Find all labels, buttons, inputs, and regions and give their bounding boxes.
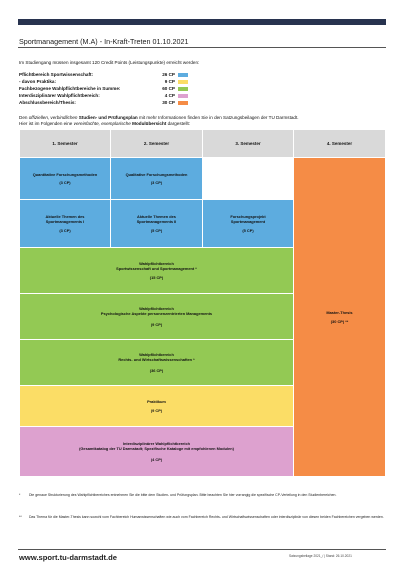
module-wahlpflicht-recht-wirtschaft <box>20 340 293 385</box>
module-aktuelle-themen-2 <box>111 200 202 247</box>
module-name: Quantitative Forschungsmethoden <box>32 171 98 177</box>
credit-value: 4 CP <box>164 93 175 98</box>
credit-label: Pflichtbereich Sportwissenschaft: <box>19 72 94 77</box>
desc-text: Den <box>19 115 29 120</box>
module-name: Master-Thesis <box>326 309 353 315</box>
footnote-text: Die genaue Strukturierung des Wahlpflichtbereiches entnehmen Sie die bitte dem Studien- und Prüfungsplan. Bitte beachten Sie hier vorrangig die spezifische CP-Verteilung in den Studienbereichen. <box>29 493 337 497</box>
credit-row-interdisziplinaer <box>19 93 199 100</box>
color-swatch-pink <box>178 94 188 98</box>
credit-row-pflicht <box>19 72 199 79</box>
module-subtitle: (Gesamtkatalog der TU Darmstadt; Spezifische Kataloge mit empfohlenen Modulen) <box>79 446 234 452</box>
module-wahlpflicht-psychologie <box>20 294 293 339</box>
color-swatch-green <box>178 87 188 91</box>
footnote-1 <box>19 493 385 498</box>
credit-value: 26 CP <box>162 72 175 77</box>
module-interdisziplinaer <box>20 427 293 476</box>
desc-bold: Modulübersicht <box>132 121 167 126</box>
module-cp: (15 CP) <box>149 274 164 280</box>
desc-text: dargestellt: <box>166 121 191 126</box>
footer-url-link[interactable]: www.sport.tu-darmstadt.de <box>19 553 118 562</box>
module-cp: (3 CP) <box>59 227 71 233</box>
footer-meta: Satzungsbeilage 2021_/ | Stand: 26.10.2021 <box>289 554 352 558</box>
module-wahlpflicht-sportwissenschaft <box>20 248 293 293</box>
credit-row-praktika <box>19 79 199 86</box>
module-cp: (5 CP) <box>242 227 254 233</box>
credit-label: Abschlussbereich/Thesis: <box>19 100 76 105</box>
module-name: Wahlpflichtbereich <box>139 260 174 266</box>
credit-value: 60 CP <box>162 86 175 91</box>
module-cp: (30 CP) ** <box>330 318 349 324</box>
credit-row-thesis <box>19 100 199 107</box>
semester-header-3: 3. Semester <box>203 130 293 157</box>
footer-divider <box>18 549 386 550</box>
module-subtitle: Psychologische Aspekte personenzentrierten Managements <box>100 311 213 317</box>
desc-bold: Studien- und Prüfungsplan <box>78 115 138 120</box>
module-qualitative-forschungsmethoden <box>111 158 202 199</box>
footnote-marker: ** <box>19 515 22 519</box>
module-cp: (3 CP) <box>150 179 163 185</box>
credit-row-wahlpflicht <box>19 86 199 93</box>
desc-text: Hier ist im Folgenden eine <box>19 121 74 126</box>
page-title: Sportmanagement (M.A) - In-Kraft-Treten 01.10.2021 <box>19 37 189 46</box>
top-banner-bar <box>18 19 386 25</box>
credit-label: Interdisziplinärer Wahlpflichtbereich: <box>19 93 100 98</box>
color-swatch-orange <box>178 101 188 105</box>
desc-italic: offiziellen, verbindlichen <box>28 115 78 120</box>
color-swatch-blue <box>178 73 188 77</box>
module-name: Praktikum <box>147 398 166 404</box>
module-cp: (36 CP) <box>149 367 164 373</box>
intro-text: Im Studiengang müssen insgesamt 120 Credit Points (Leistungspunkte) erreicht werden: <box>19 60 200 65</box>
module-forschungsprojekt <box>203 200 293 247</box>
module-cp: (3 CP) <box>59 179 71 185</box>
module-quantitative-forschungsmethoden <box>20 158 110 199</box>
credit-value: 9 CP <box>164 79 175 84</box>
module-subtitle: Sportwissenschaft und Sportmanagement * <box>116 266 197 272</box>
module-cp: (9 CP) <box>150 321 163 327</box>
footnote-2 <box>19 515 385 520</box>
module-subtitle: Rechts- und Wirtschaftswissenschaften * <box>118 357 195 363</box>
module-name: Qualitative Forschungsmethoden <box>125 171 188 177</box>
credit-label: - davon Praktika: <box>19 79 57 84</box>
title-divider <box>18 47 386 48</box>
module-name: Aktuelle Themen des Sportmanagements II <box>136 213 177 225</box>
footnote-marker: * <box>19 493 21 497</box>
color-swatch-yellow <box>178 80 188 84</box>
module-name: Wahlpflichtbereich <box>139 305 174 311</box>
module-name: Wahlpflichtbereich <box>139 351 174 357</box>
description-text <box>19 115 389 127</box>
desc-text: mit mehr Informationen finden Sie in den Satzungsbeilagen der TU Darmstadt. <box>137 115 299 120</box>
module-cp: (4 CP) <box>150 456 163 462</box>
credit-label: Fachbezogene Wahlpflichtbereiche in Summe: <box>19 86 121 91</box>
desc-italic: vereinfachte, exemplarische <box>73 121 131 126</box>
module-master-thesis <box>294 158 385 476</box>
module-name: Aktuelle Themen des Sportmanagements I <box>45 213 85 225</box>
module-cp: (9 CP) <box>150 407 163 413</box>
credit-value: 30 CP <box>162 100 175 105</box>
semester-header-2: 2. Semester <box>111 130 202 157</box>
module-name: Interdisziplinärer Wahlpflichtbereich <box>122 440 191 446</box>
footnote-text: Das Thema für die Master-Thesis kann sowohl vom Fachbereich Humanwissenschaften wie auch vom Fachbereich Rechts- und Wirtschaftswissenschaften oder interdisziplinär von diesen beiden Fachbereichen vergeben werden. <box>29 515 384 519</box>
semester-header-4: 4. Semester <box>294 130 385 157</box>
semester-header-1: 1. Semester <box>20 130 110 157</box>
module-name: Forschungsprojekt Sportmanagement <box>230 213 266 225</box>
module-praktikum <box>20 386 293 426</box>
module-aktuelle-themen-1 <box>20 200 110 247</box>
module-cp: (5 CP) <box>150 227 163 233</box>
